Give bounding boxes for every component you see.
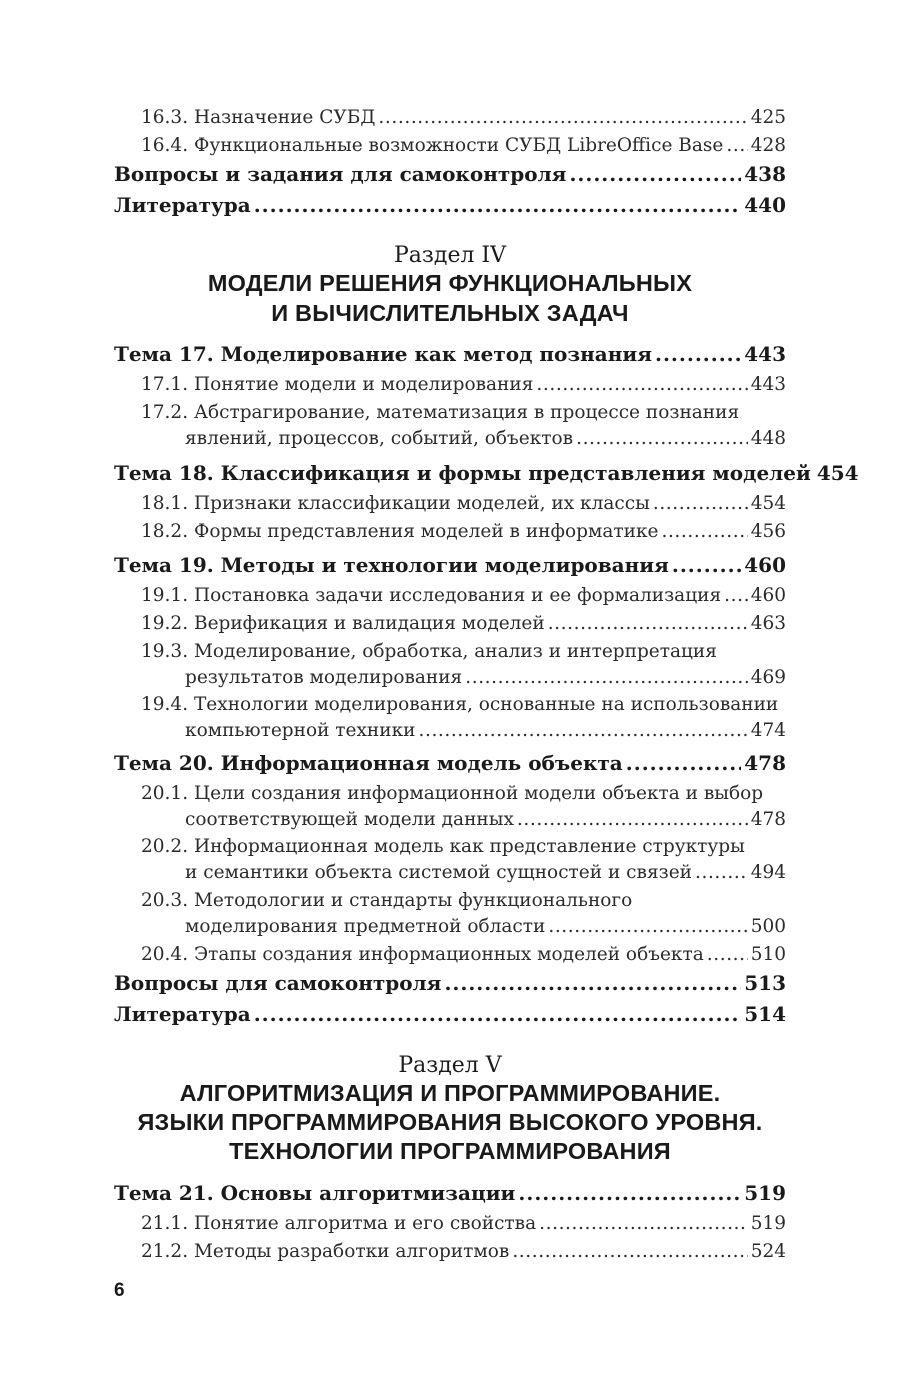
entry-page: 474: [750, 720, 786, 741]
entry-page: 519: [744, 1181, 786, 1205]
entry-number: 20.3.: [141, 890, 189, 911]
dot-leader: [576, 428, 748, 449]
toc-topic-18: [114, 457, 859, 485]
entry-title: Постановка задачи исследования и ее формализация: [193, 585, 722, 606]
entry-page: 524: [750, 1241, 786, 1262]
entry-number: 16.4.: [141, 135, 189, 156]
dot-leader: [655, 342, 741, 366]
entry-title: Литература: [114, 1002, 251, 1026]
toc-topic-21: [114, 1177, 786, 1205]
toc-entry-20-2-line1: [141, 829, 786, 857]
toc-literature-1: [114, 189, 786, 217]
dot-leader: [569, 162, 741, 186]
entry-number: 19.3.: [141, 641, 189, 662]
section-4-title-line1: МОДЕЛИ РЕШЕНИЯ ФУНКЦИОНАЛЬНЫХ: [207, 270, 693, 296]
toc-entry-19-3-line2: [185, 660, 786, 688]
toc-entry-19-4-line1: [141, 687, 786, 715]
entry-page: 494: [750, 862, 786, 883]
entry-title: Моделирование, обработка, анализ и интерпретация: [193, 641, 717, 662]
dot-leader: [548, 916, 747, 937]
entry-number: 19.4.: [141, 694, 189, 715]
toc-entry-20-4: [141, 937, 786, 965]
entry-page: 514: [744, 1002, 786, 1026]
entry-title: Методы разработки алгоритмов: [193, 1241, 510, 1262]
entry-page: 519: [750, 1213, 786, 1234]
section-5-title-line3: ТЕХНОЛОГИИ ПРОГРАММИРОВАНИЯ: [229, 1138, 671, 1164]
entry-title: Литература: [114, 193, 251, 217]
toc-questions-1: [114, 158, 786, 186]
entry-page: 510: [750, 944, 786, 965]
entry-number: 20.4.: [141, 944, 189, 965]
entry-page: 460: [744, 553, 786, 577]
dot-leader: [378, 107, 747, 128]
toc-entry-21-1: [141, 1206, 786, 1234]
section-5-title-line2: ЯЗЫКИ ПРОГРАММИРОВАНИЯ ВЫСОКОГО УРОВНЯ.: [137, 1109, 763, 1135]
toc-topic-17: [114, 338, 786, 366]
entry-page: 460: [750, 585, 786, 606]
entry-number: 16.3.: [141, 107, 189, 128]
entry-number: 18.2.: [141, 521, 189, 542]
entry-title: Формы представления моделей в информатике: [193, 521, 659, 542]
toc-literature-2: [114, 998, 786, 1026]
entry-page: 500: [750, 916, 786, 937]
toc-entry-17-2-line2: [185, 421, 786, 449]
entry-title-cont: моделирования предметной области: [185, 916, 546, 937]
entry-page: 478: [750, 809, 786, 830]
dot-leader: [724, 585, 748, 606]
entry-title: Этапы создания информационных моделей объекта: [193, 944, 704, 965]
toc-entry-21-2: [141, 1234, 786, 1262]
toc-entry-20-2-line2: [185, 855, 786, 883]
dot-leader: [536, 374, 747, 395]
section-5-label: Раздел V: [398, 1053, 502, 1078]
entry-title: Информационная модель как представление структуры: [193, 836, 745, 857]
entry-number: 20.2.: [141, 836, 189, 857]
dot-leader: [626, 751, 741, 775]
dot-leader: [444, 971, 741, 995]
dot-leader: [518, 1181, 741, 1205]
toc-entry-19-2: [141, 606, 786, 634]
toc-topic-19: [114, 549, 786, 577]
entry-title: Функциональные возможности СУБД LibreOffice Base: [193, 135, 724, 156]
toc-topic-20: [114, 747, 786, 775]
dot-leader: [726, 135, 747, 156]
dot-leader: [672, 553, 741, 577]
toc-entry-17-2-line1: [141, 395, 786, 423]
entry-title: Назначение СУБД: [193, 107, 376, 128]
entry-title: Методологии и стандарты функционального: [193, 890, 633, 911]
dot-leader: [539, 1213, 748, 1234]
toc-entry-16-4: [141, 128, 786, 156]
entry-title: Признаки классификации моделей, их классы: [193, 493, 650, 514]
toc-questions-2: [114, 967, 786, 995]
toc-entry-19-3-line1: [141, 634, 786, 662]
entry-number: 19.2.: [141, 613, 189, 634]
dot-leader: [653, 493, 748, 514]
toc-entry-20-1-line1: [141, 776, 786, 804]
entry-title-cont: и семантики объекта системой сущностей и связей: [185, 862, 692, 883]
toc-entry-20-3-line2: [185, 909, 786, 937]
entry-title-cont: компьютерной техники: [185, 720, 416, 741]
toc-entry-20-1-line2: [185, 802, 786, 830]
toc-entry-17-1: [141, 367, 786, 395]
dot-leader: [465, 667, 747, 688]
dot-leader: [254, 1002, 742, 1026]
entry-page: 463: [750, 613, 786, 634]
entry-page: 454: [750, 493, 786, 514]
entry-page: 443: [744, 342, 786, 366]
entry-number: 20.1.: [141, 783, 189, 804]
entry-title-cont: явлений, процессов, событий, объектов: [185, 428, 574, 449]
entry-number: 17.1.: [141, 374, 189, 395]
dot-leader: [548, 613, 748, 634]
entry-title: Вопросы для самоконтроля: [114, 971, 442, 995]
dot-leader: [418, 720, 747, 741]
entry-page: 438: [744, 162, 786, 186]
entry-title: Тема 21. Основы алгоритмизации: [114, 1181, 516, 1205]
entry-title: Абстрагирование, математизация в процессе познания: [193, 402, 740, 423]
entry-title: Понятие алгоритма и его свойства: [193, 1213, 537, 1234]
entry-number: 18.1.: [141, 493, 189, 514]
section-4-label: Раздел IV: [393, 243, 507, 268]
entry-number: 17.2.: [141, 402, 189, 423]
entry-title: Вопросы и задания для самоконтроля: [114, 162, 567, 186]
entry-page: 440: [744, 193, 786, 217]
entry-title: Верификация и валидация моделей: [193, 613, 545, 634]
entry-number: 21.2.: [141, 1241, 189, 1262]
entry-title: Цели создания информационной модели объекта и выбор: [193, 783, 764, 804]
entry-page: 456: [750, 521, 786, 542]
entry-title-cont: соответствующей модели данных: [185, 809, 514, 830]
dot-leader: [695, 862, 748, 883]
toc-entry-16-3: [141, 100, 786, 128]
entry-number: 19.1.: [141, 585, 189, 606]
entry-page: 428: [750, 135, 786, 156]
section-4-title-line2: И ВЫЧИСЛИТЕЛЬНЫХ ЗАДАЧ: [271, 300, 629, 326]
entry-title-cont: результатов моделирования: [185, 667, 463, 688]
entry-page: 443: [750, 374, 786, 395]
dot-leader: [661, 521, 747, 542]
dot-leader: [512, 1241, 747, 1262]
dot-leader: [517, 809, 748, 830]
entry-title: Понятие модели и моделирования: [193, 374, 534, 395]
entry-page: 469: [750, 667, 786, 688]
dot-leader: [254, 193, 742, 217]
entry-page: 425: [750, 107, 786, 128]
section-5-title-line1: АЛГОРИТМИЗАЦИЯ И ПРОГРАММИРОВАНИЕ.: [179, 1080, 721, 1106]
toc-entry-19-1: [141, 578, 786, 606]
entry-page: 454: [816, 461, 859, 485]
toc-entry-18-1: [141, 486, 786, 514]
dot-leader: [707, 944, 748, 965]
entry-title: Тема 18. Классификация и формы представления моделей: [114, 461, 811, 485]
toc-entry-19-4-line2: [185, 713, 786, 741]
toc-entry-20-3-line1: [141, 883, 786, 911]
entry-page: 513: [744, 971, 786, 995]
entry-title: Технологии моделирования, основанные на использовании: [193, 694, 779, 715]
entry-title: Тема 17. Моделирование как метод познания: [114, 342, 652, 366]
entry-title: Тема 19. Методы и технологии моделирования: [114, 553, 669, 577]
entry-page: 448: [750, 428, 786, 449]
entry-page: 478: [744, 751, 786, 775]
entry-title: Тема 20. Информационная модель объекта: [114, 751, 623, 775]
page-number: 6: [114, 1280, 125, 1301]
toc-entry-18-2: [141, 514, 786, 542]
entry-number: 21.1.: [141, 1213, 189, 1234]
